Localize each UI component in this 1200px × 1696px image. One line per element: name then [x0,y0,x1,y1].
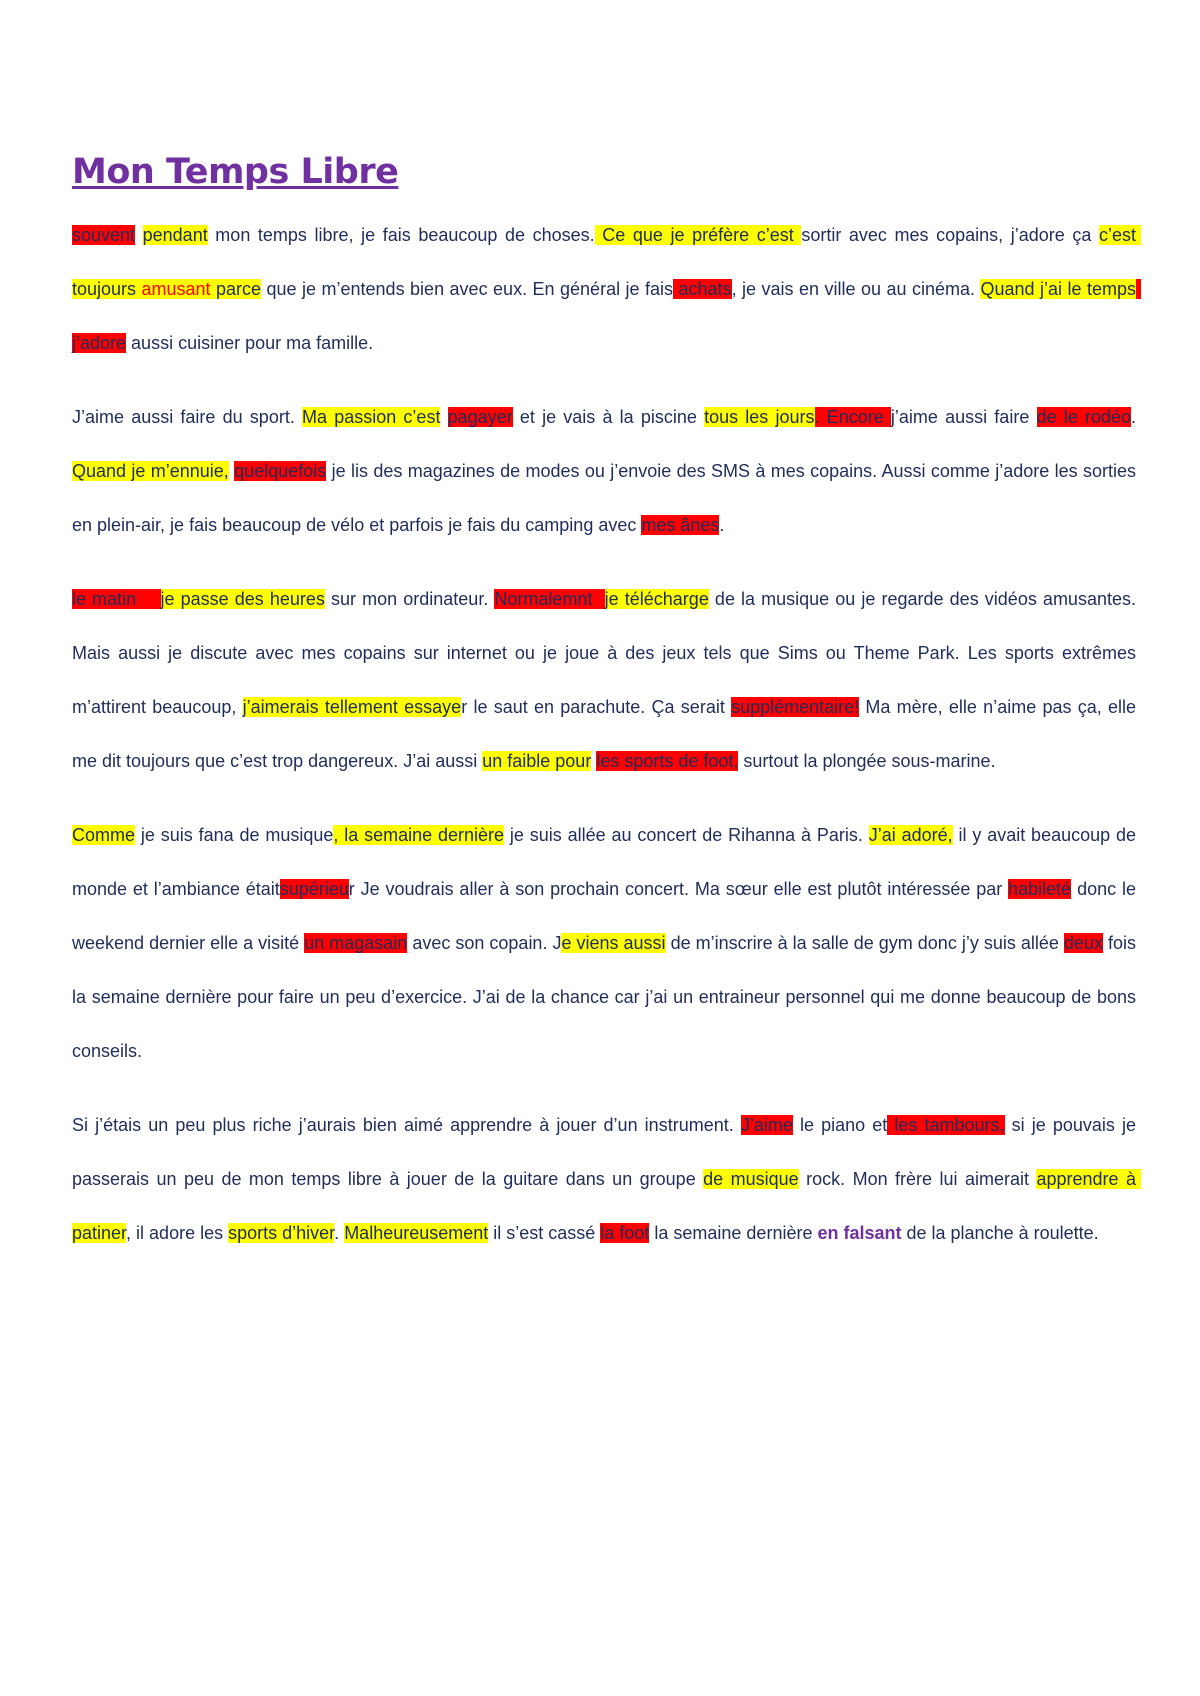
document-page [72,150,1142,1260]
text-segment: J’aime aussi faire du sport. [72,406,303,427]
highlighted-phrase: j’aimerais tellement essaye [242,696,462,717]
error-highlight: souvent [72,224,136,245]
text-segment: de m’inscrire à la salle de gym donc j’y suis allée [665,932,1064,953]
document-title: Mon Temps Libre [72,152,399,192]
highlighted-phrase: Comme [72,824,136,845]
highlighted-phrase: Quand je m’ennuie, [72,460,229,481]
text-segment: , il adore les [126,1222,229,1243]
document-body [72,208,1142,1260]
paragraph-1 [72,208,1142,370]
text-segment: donc le weekend dernier elle a visité [72,878,1142,953]
text-segment: . [334,1222,345,1243]
text-segment: . [719,514,725,535]
text-segment: le piano et [792,1114,888,1135]
error-highlight: pagayer [447,406,513,427]
highlighted-phrase: pendant [142,224,208,245]
highlighted-phrase: tous les jours [704,406,815,427]
error-highlight: deux [1063,932,1103,953]
paragraph-4 [72,808,1142,1078]
text-segment: . [1130,406,1141,427]
highlighted-phrase: de musique [703,1168,799,1189]
highlighted-phrase: J’ai adoré, [868,824,953,845]
text-segment: Ma mère, elle n’aime pas ça, elle me dit toujours que c’est trop dangereux. J’ai aussi [72,696,1142,771]
highlighted-phrase: c’est toujours [72,224,1142,299]
text-segment: surtout la plongée sous-marine. [738,750,996,771]
paragraph-2 [72,390,1141,552]
text-segment: de la musique ou je regarde des vidéos amusantes. Mais aussi je discute avec mes copains sur internet ou je joue à des jeux tels que Sims ou Theme Park. Les sports extrêmes m’attirent beaucoup, [72,588,1142,717]
text-segment: si je pouvais je passerais un peu de mon temps libre à jouer de la guitare dans un groupe [72,1114,1141,1189]
error-highlight: mes ânes [641,514,720,535]
highlighted-phrase: Ma passion c’est [302,406,441,427]
text-segment: r Je voudrais aller à son prochain concert. Ma sœur elle est plutôt intéressée par [348,878,1009,899]
text-segment: et je vais à la piscine [512,406,705,427]
highlighted-phrase: Quand j’ai le temps [980,278,1136,299]
highlighted-phrase: un faible pour [482,750,592,771]
highlighted-phrase: parce [210,278,262,299]
text-segment: aussi cuisiner pour ma famille. [126,332,374,353]
text-segment: rock. Mon frère lui aimerait [798,1168,1037,1189]
error-highlight: j’adore [72,278,1141,353]
text-segment: il s’est cassé [488,1222,601,1243]
highlighted-phrase: amusant [141,278,211,299]
text-segment: de la planche à roulette. [901,1222,1099,1243]
error-highlight: un magasain [304,932,408,953]
error-highlight: supplémentaire! [731,696,860,717]
error-highlight: achats [673,278,732,299]
text-segment: , je vais en ville ou au cinéma. [731,278,981,299]
text-segment: r le saut en parachute. Ça serait [461,696,732,717]
text-segment: il y avait beaucoup de monde et l’ambiance était [72,824,1142,899]
emphasized-phrase: en falsant [817,1222,902,1243]
text-segment: avec son copain. J [407,932,562,953]
text-segment: j’aime aussi faire [890,406,1037,427]
highlighted-phrase: apprendre à patiner [72,1168,1141,1243]
highlighted-phrase: Ce que je préfère c’est [594,224,802,245]
text-segment: que je m’entends bien avec eux. En général je fais [261,278,674,299]
error-highlight: habileté [1008,878,1072,899]
error-highlight: Normalemnt [494,588,605,609]
text-segment: Si j’étais un peu plus riche j’aurais bien aimé apprendre à jouer d’un instrument. [72,1114,741,1135]
error-highlight: . Encore [814,406,891,427]
highlighted-phrase: e viens aussi [561,932,666,953]
text-segment: je suis allée au concert de Rihanna à Paris. [504,824,869,845]
text-segment [440,407,447,427]
error-highlight: de le rodéo [1036,406,1131,427]
error-highlight: les sports de foot, [596,750,739,771]
error-highlight: supérieu [279,878,349,899]
error-highlight: le matin [72,588,161,609]
text-segment [135,225,143,245]
text-segment: je lis des magazines de modes ou j’envoie des SMS à mes copains. Aussi comme j’adore les sorties en plein-air, je fais beaucoup de vélo et parfois je fais du camping avec [72,460,1141,535]
error-highlight: les tambours, [887,1114,1005,1135]
text-segment: je suis fana de musique [135,824,334,845]
highlighted-phrase: sports d’hiver [228,1222,335,1243]
text-segment: sur mon ordinateur. [324,588,495,609]
text-segment: mon temps libre, je fais beaucoup de choses. [207,224,595,245]
text-segment: fois la semaine dernière pour faire un peu d’exercice. J’ai de la chance car j’ai un entraineur personnel qui me donne beaucoup de bons conseils. [72,932,1142,1061]
highlighted-phrase: Malheureusement [344,1222,489,1243]
error-highlight: J’aime [740,1114,793,1135]
error-highlight: quelquefois [234,460,327,481]
highlighted-phrase: je passe des heures [160,588,325,609]
text-segment: sortir avec mes copains, j’adore ça [801,224,1099,245]
text-segment: la semaine dernière [649,1222,818,1243]
highlighted-phrase: je télécharge [604,588,709,609]
paragraph-3 [72,572,1142,788]
paragraph-5 [72,1098,1141,1260]
error-highlight: la foot [600,1222,650,1243]
highlighted-phrase: , la semaine dernière [333,824,505,845]
